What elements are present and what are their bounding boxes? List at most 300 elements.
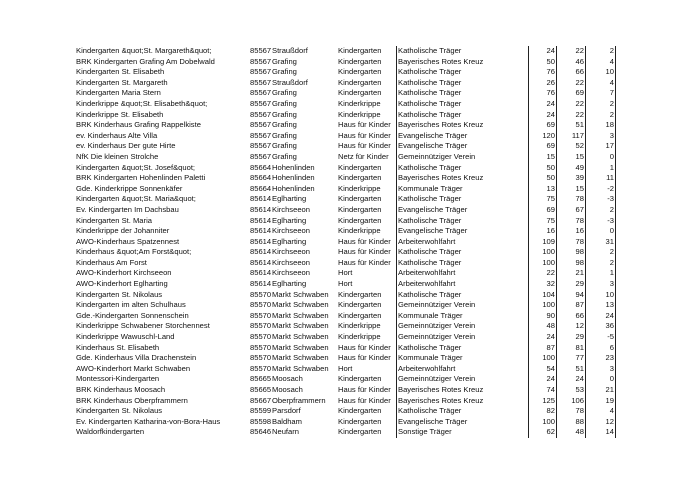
capacity-cell: 15 xyxy=(528,152,555,163)
facility-name-cell: Gde. Kinderhaus Villa Drachenstein xyxy=(76,353,197,363)
difference-cell: 14 xyxy=(585,427,616,438)
difference-cell: 2 xyxy=(585,205,616,216)
table-row xyxy=(76,141,621,152)
occupied-cell: 22 xyxy=(556,78,586,89)
facility-name-cell: BRK Kinderhaus Oberpframmern xyxy=(76,395,188,405)
town-cell: Grafing xyxy=(272,88,297,98)
difference-cell: 13 xyxy=(585,300,616,311)
capacity-cell: 76 xyxy=(528,67,555,78)
provider-cell: Katholische Träger xyxy=(396,110,526,121)
facility-type-cell: Kinderkrippe xyxy=(338,183,381,193)
facility-type-cell: Kindergarten xyxy=(338,77,382,87)
town-cell: Markt Schwaben xyxy=(272,289,329,299)
occupied-cell: 15 xyxy=(556,152,586,163)
postal-code-cell: 85567 xyxy=(250,130,272,140)
postal-code-cell: 85665 xyxy=(250,374,272,384)
occupied-cell: 106 xyxy=(556,396,586,407)
difference-cell: 3 xyxy=(585,131,616,142)
difference-cell: -3 xyxy=(585,194,616,205)
facility-type-cell: Kindergarten xyxy=(338,427,382,437)
provider-cell: Katholische Träger xyxy=(396,163,526,174)
postal-code-cell: 85664 xyxy=(250,162,272,172)
difference-cell: 2 xyxy=(585,110,616,121)
postal-code-cell: 85614 xyxy=(250,279,272,289)
provider-cell: Katholische Träger xyxy=(396,406,526,417)
provider-cell: Arbeiterwohlfahrt xyxy=(396,237,526,248)
postal-code-cell: 85614 xyxy=(250,268,272,278)
facility-type-cell: Kindergarten xyxy=(338,300,382,310)
facility-type-cell: Kinderkrippe xyxy=(338,98,381,108)
difference-cell: 4 xyxy=(585,406,616,417)
provider-cell: Bayerisches Rotes Kreuz xyxy=(396,396,526,407)
occupied-cell: 94 xyxy=(556,290,586,301)
town-cell: Markt Schwaben xyxy=(272,363,329,373)
difference-cell: -2 xyxy=(585,184,616,195)
capacity-cell: 125 xyxy=(528,396,555,407)
difference-cell: 0 xyxy=(585,374,616,385)
facility-name-cell: NfK Die kleinen Strolche xyxy=(76,151,159,161)
facility-name-cell: AWO-Kinderhort Eglharting xyxy=(76,279,168,289)
difference-cell: 1 xyxy=(585,163,616,174)
postal-code-cell: 85614 xyxy=(250,236,272,246)
town-cell: Kirchseeon xyxy=(272,204,310,214)
difference-cell: 2 xyxy=(585,247,616,258)
capacity-cell: 22 xyxy=(528,268,555,279)
facility-type-cell: Hort xyxy=(338,268,353,278)
facility-type-cell: Haus für Kinder xyxy=(338,141,391,151)
provider-cell: Evangelische Träger xyxy=(396,205,526,216)
table-row xyxy=(76,247,621,258)
facility-name-cell: Gde.-Kindergarten Sonnenschein xyxy=(76,310,189,320)
provider-cell: Gemeinnütziger Verein xyxy=(396,300,526,311)
facility-name-cell: Kinderkrippe St. Elisabeth xyxy=(76,109,164,119)
table-row xyxy=(76,406,621,417)
provider-cell: Kommunale Träger xyxy=(396,353,526,364)
facility-name-cell: Kinderkrippe der Johanniter xyxy=(76,226,170,236)
postal-code-cell: 85598 xyxy=(250,416,272,426)
postal-code-cell: 85570 xyxy=(250,353,272,363)
capacity-cell: 48 xyxy=(528,321,555,332)
facility-type-cell: Kinderkrippe xyxy=(338,321,381,331)
facility-type-cell: Kindergarten xyxy=(338,67,382,77)
facility-name-cell: Kindergarten &quot;St. Maria&quot; xyxy=(76,194,196,204)
occupied-cell: 81 xyxy=(556,343,586,354)
postal-code-cell: 85570 xyxy=(250,321,272,331)
table-row xyxy=(76,57,621,68)
town-cell: Moosach xyxy=(272,385,303,394)
facility-name-cell: Kinderhaus St. Elisabeth xyxy=(76,342,160,352)
facility-name-cell: BRK Kinderhaus Grafing Rappelkiste xyxy=(76,120,201,130)
provider-cell: Bayerisches Rotes Kreuz xyxy=(396,120,526,131)
table-row xyxy=(76,300,621,311)
town-cell: Grafing xyxy=(272,56,297,66)
provider-cell: Katholische Träger xyxy=(396,46,526,57)
facility-type-cell: Haus für Kinder xyxy=(338,353,391,363)
capacity-cell: 69 xyxy=(528,205,555,216)
provider-cell: Evangelische Träger xyxy=(396,226,526,237)
postal-code-cell: 85570 xyxy=(250,289,272,299)
facility-name-cell: ev. Kinderhaus Der gute Hirte xyxy=(76,141,176,151)
occupied-cell: 67 xyxy=(556,205,586,216)
postal-code-cell: 85614 xyxy=(250,215,272,225)
capacity-cell: 62 xyxy=(528,427,555,438)
table-row xyxy=(76,290,621,301)
postal-code-cell: 85665 xyxy=(250,385,272,394)
town-cell: Eglharting xyxy=(272,215,307,225)
occupied-cell: 87 xyxy=(556,300,586,311)
table-row xyxy=(76,88,621,99)
facility-type-cell: Kinderkrippe xyxy=(338,109,381,119)
provider-cell: Evangelische Träger xyxy=(396,141,526,152)
facility-name-cell: Kindergarten St. Maria xyxy=(76,215,152,225)
postal-code-cell: 85567 xyxy=(250,109,272,119)
table-row xyxy=(76,396,621,407)
town-cell: Markt Schwaben xyxy=(272,321,329,331)
occupied-cell: 29 xyxy=(556,279,586,290)
table-row xyxy=(76,226,621,237)
town-cell: Neufarn xyxy=(272,427,300,437)
difference-cell: 6 xyxy=(585,343,616,354)
postal-code-cell: 85567 xyxy=(250,151,272,161)
difference-cell: -5 xyxy=(585,332,616,343)
difference-cell: 2 xyxy=(585,46,616,57)
facility-type-cell: Kindergarten xyxy=(338,416,382,426)
difference-cell: 10 xyxy=(585,290,616,301)
postal-code-cell: 85614 xyxy=(250,194,272,204)
facility-name-cell: AWO-Kinderhort Kirchseeon xyxy=(76,268,172,278)
provider-cell: Evangelische Träger xyxy=(396,417,526,428)
facility-type-cell: Kindergarten xyxy=(338,215,382,225)
occupied-cell: 22 xyxy=(556,110,586,121)
facility-name-cell: Ev. Kindergarten Katharina-von-Bora-Haus xyxy=(76,416,221,426)
capacity-cell: 26 xyxy=(528,78,555,89)
postal-code-cell: 85614 xyxy=(250,247,272,257)
difference-cell: 2 xyxy=(585,99,616,110)
occupied-cell: 15 xyxy=(556,184,586,195)
facility-name-cell: Kinderhaus Am Forst xyxy=(76,257,147,267)
town-cell: Kirchseeon xyxy=(272,226,310,236)
difference-cell: 19 xyxy=(585,396,616,407)
difference-cell: 36 xyxy=(585,321,616,332)
table-row xyxy=(76,205,621,216)
table-row xyxy=(76,131,621,142)
postal-code-cell: 85570 xyxy=(250,342,272,352)
postal-code-cell: 85667 xyxy=(250,395,272,405)
difference-cell: 4 xyxy=(585,78,616,89)
provider-cell: Bayerisches Rotes Kreuz xyxy=(396,57,526,68)
occupied-cell: 16 xyxy=(556,226,586,237)
facility-type-cell: Kindergarten xyxy=(338,162,382,172)
table-row xyxy=(76,364,621,375)
postal-code-cell: 85614 xyxy=(250,204,272,214)
occupied-cell: 22 xyxy=(556,46,586,57)
difference-cell: 31 xyxy=(585,237,616,248)
postal-code-cell: 85614 xyxy=(250,226,272,236)
town-cell: Grafing xyxy=(272,151,297,161)
provider-cell: Katholische Träger xyxy=(396,194,526,205)
town-cell: Hohenlinden xyxy=(272,162,315,172)
facility-type-cell: Kindergarten xyxy=(338,289,382,299)
difference-cell: 0 xyxy=(585,152,616,163)
table-row xyxy=(76,173,621,184)
capacity-cell: 100 xyxy=(528,300,555,311)
provider-cell: Katholische Träger xyxy=(396,67,526,78)
provider-cell: Katholische Träger xyxy=(396,88,526,99)
provider-cell: Arbeiterwohlfahrt xyxy=(396,364,526,375)
provider-cell: Katholische Träger xyxy=(396,247,526,258)
occupied-cell: 39 xyxy=(556,173,586,184)
postal-code-cell: 85567 xyxy=(250,141,272,151)
capacity-cell: 24 xyxy=(528,332,555,343)
provider-cell: Bayerisches Rotes Kreuz xyxy=(396,173,526,184)
town-cell: Hohenlinden xyxy=(272,183,315,193)
capacity-cell: 50 xyxy=(528,163,555,174)
capacity-cell: 13 xyxy=(528,184,555,195)
provider-cell: Arbeiterwohlfahrt xyxy=(396,268,526,279)
difference-cell: -3 xyxy=(585,216,616,227)
facility-type-cell: Haus für Kinder xyxy=(338,130,391,140)
table-row xyxy=(76,237,621,248)
occupied-cell: 66 xyxy=(556,311,586,322)
facility-name-cell: BRK Kindergarten Grafing Am Dobelwald xyxy=(76,56,215,66)
postal-code-cell: 85599 xyxy=(250,406,272,416)
capacity-cell: 50 xyxy=(528,57,555,68)
facility-type-cell: Haus für Kinder xyxy=(338,257,391,267)
difference-cell: 1 xyxy=(585,268,616,279)
facility-type-cell: Kindergarten xyxy=(338,204,382,214)
capacity-cell: 75 xyxy=(528,216,555,227)
town-cell: Straußdorf xyxy=(272,46,308,55)
table-row xyxy=(76,194,621,205)
capacity-cell: 24 xyxy=(528,110,555,121)
occupied-cell: 98 xyxy=(556,247,586,258)
town-cell: Eglharting xyxy=(272,279,307,289)
difference-cell: 3 xyxy=(585,279,616,290)
occupied-cell: 29 xyxy=(556,332,586,343)
provider-cell: Gemeinnütziger Verein xyxy=(396,152,526,163)
postal-code-cell: 85664 xyxy=(250,183,272,193)
table-row xyxy=(76,343,621,354)
facility-name-cell: ev. Kinderhaus Alte Villa xyxy=(76,130,158,140)
table-row xyxy=(76,374,621,385)
capacity-cell: 100 xyxy=(528,417,555,428)
capacity-cell: 24 xyxy=(528,46,555,57)
town-cell: Grafing xyxy=(272,130,297,140)
facility-name-cell: AWO-Kinderhort Markt Schwaben xyxy=(76,363,191,373)
table-row xyxy=(76,152,621,163)
capacity-cell: 74 xyxy=(528,385,555,396)
provider-cell: Katholische Träger xyxy=(396,216,526,227)
difference-cell: 18 xyxy=(585,120,616,131)
table-row xyxy=(76,120,621,131)
table-row xyxy=(76,268,621,279)
table-row xyxy=(76,321,621,332)
occupied-cell: 69 xyxy=(556,88,586,99)
capacity-cell: 24 xyxy=(528,374,555,385)
table-row xyxy=(76,46,621,57)
town-cell: Straußdorf xyxy=(272,77,308,87)
facility-type-cell: Kindergarten xyxy=(338,194,382,204)
table-row xyxy=(76,258,621,269)
occupied-cell: 53 xyxy=(556,385,586,396)
occupied-cell: 22 xyxy=(556,99,586,110)
facility-name-cell: Kindergarten &quot;St. Margareth&quot; xyxy=(76,46,212,55)
table-row xyxy=(76,163,621,174)
town-cell: Oberpframmern xyxy=(272,395,326,405)
table-row xyxy=(76,427,621,438)
difference-cell: 23 xyxy=(585,353,616,364)
occupied-cell: 49 xyxy=(556,163,586,174)
facility-name-cell: Kindergarten im alten Schulhaus xyxy=(76,300,186,310)
capacity-cell: 120 xyxy=(528,131,555,142)
occupied-cell: 78 xyxy=(556,237,586,248)
facility-type-cell: Kindergarten xyxy=(338,310,382,320)
difference-cell: 7 xyxy=(585,88,616,99)
provider-cell: Katholische Träger xyxy=(396,99,526,110)
provider-cell: Katholische Träger xyxy=(396,258,526,269)
postal-code-cell: 85567 xyxy=(250,46,272,55)
difference-cell: 0 xyxy=(585,226,616,237)
provider-cell: Bayerisches Rotes Kreuz xyxy=(396,385,526,396)
capacity-cell: 50 xyxy=(528,173,555,184)
postal-code-cell: 85664 xyxy=(250,173,272,183)
town-cell: Kirchseeon xyxy=(272,247,310,257)
facility-type-cell: Haus für Kinder xyxy=(338,120,391,130)
table-row xyxy=(76,279,621,290)
postal-code-cell: 85567 xyxy=(250,120,272,130)
difference-cell: 3 xyxy=(585,364,616,375)
capacity-cell: 16 xyxy=(528,226,555,237)
facility-name-cell: Kindergarten Maria Stern xyxy=(76,88,161,98)
table-row xyxy=(76,184,621,195)
town-cell: Moosach xyxy=(272,374,303,384)
provider-cell: Sonstige Träger xyxy=(396,427,526,438)
postal-code-cell: 85570 xyxy=(250,332,272,342)
occupied-cell: 77 xyxy=(556,353,586,364)
facility-type-cell: Haus für Kinder xyxy=(338,247,391,257)
town-cell: Grafing xyxy=(272,109,297,119)
difference-cell: 21 xyxy=(585,385,616,396)
facility-name-cell: Kinderhaus &quot;Am Forst&quot; xyxy=(76,247,192,257)
town-cell: Grafing xyxy=(272,120,297,130)
occupied-cell: 52 xyxy=(556,141,586,152)
provider-cell: Gemeinnütziger Verein xyxy=(396,332,526,343)
facility-type-cell: Kindergarten xyxy=(338,173,382,183)
occupied-cell: 48 xyxy=(556,427,586,438)
postal-code-cell: 85567 xyxy=(250,67,272,77)
table-row xyxy=(76,417,621,428)
table-row xyxy=(76,385,621,396)
town-cell: Markt Schwaben xyxy=(272,342,329,352)
facility-type-cell: Kindergarten xyxy=(338,56,382,66)
capacity-cell: 104 xyxy=(528,290,555,301)
difference-cell: 12 xyxy=(585,417,616,428)
facility-type-cell: Netz für Kinder xyxy=(338,151,389,161)
facility-type-cell: Hort xyxy=(338,363,353,373)
facility-name-cell: AWO-Kinderhaus Spatzennest xyxy=(76,236,180,246)
town-cell: Kirchseeon xyxy=(272,268,310,278)
facility-name-cell: Kindergarten St. Margareth xyxy=(76,77,168,87)
postal-code-cell: 85567 xyxy=(250,98,272,108)
table-row xyxy=(76,216,621,227)
facility-name-cell: Waldorfkindergarten xyxy=(76,427,145,437)
facility-type-cell: Haus für Kinder xyxy=(338,385,391,394)
town-cell: Grafing xyxy=(272,67,297,77)
facility-type-cell: Kindergarten xyxy=(338,406,382,416)
town-cell: Eglharting xyxy=(272,194,307,204)
occupied-cell: 12 xyxy=(556,321,586,332)
town-cell: Grafing xyxy=(272,98,297,108)
town-cell: Kirchseeon xyxy=(272,257,310,267)
postal-code-cell: 85567 xyxy=(250,88,272,98)
capacity-cell: 69 xyxy=(528,141,555,152)
facility-name-cell: Montessori-Kindergarten xyxy=(76,374,160,384)
difference-cell: 11 xyxy=(585,173,616,184)
capacity-cell: 82 xyxy=(528,406,555,417)
facility-name-cell: Kinderkrippe Schwabener Storchennest xyxy=(76,321,210,331)
capacity-cell: 109 xyxy=(528,237,555,248)
capacity-cell: 100 xyxy=(528,353,555,364)
town-cell: Markt Schwaben xyxy=(272,332,329,342)
facility-type-cell: Hort xyxy=(338,279,353,289)
facility-type-cell: Kinderkrippe xyxy=(338,332,381,342)
table-row xyxy=(76,110,621,121)
town-cell: Eglharting xyxy=(272,236,307,246)
table-row xyxy=(76,99,621,110)
provider-cell: Evangelische Träger xyxy=(396,131,526,142)
facility-name-cell: Kindergarten St. Nikolaus xyxy=(76,289,163,299)
postal-code-cell: 85570 xyxy=(250,363,272,373)
capacity-cell: 24 xyxy=(528,99,555,110)
facility-type-cell: Kindergarten xyxy=(338,374,382,384)
capacity-cell: 69 xyxy=(528,120,555,131)
facility-name-cell: Kindergarten St. Nikolaus xyxy=(76,406,163,416)
difference-cell: 10 xyxy=(585,67,616,78)
town-cell: Parsdorf xyxy=(272,406,301,416)
table-row xyxy=(76,311,621,322)
postal-code-cell: 85570 xyxy=(250,310,272,320)
table-row xyxy=(76,332,621,343)
provider-cell: Arbeiterwohlfahrt xyxy=(396,279,526,290)
table-row xyxy=(76,78,621,89)
facility-type-cell: Haus für Kinder xyxy=(338,342,391,352)
occupied-cell: 78 xyxy=(556,406,586,417)
difference-cell: 4 xyxy=(585,57,616,68)
capacity-cell: 100 xyxy=(528,247,555,258)
difference-cell: 17 xyxy=(585,141,616,152)
town-cell: Baldham xyxy=(272,416,302,426)
provider-cell: Gemeinnütziger Verein xyxy=(396,374,526,385)
occupied-cell: 117 xyxy=(556,131,586,142)
facility-name-cell: Ev. Kindergarten Im Dachsbau xyxy=(76,204,179,214)
difference-cell: 24 xyxy=(585,311,616,322)
occupied-cell: 21 xyxy=(556,268,586,279)
postal-code-cell: 85614 xyxy=(250,257,272,267)
table-row xyxy=(76,353,621,364)
occupied-cell: 78 xyxy=(556,216,586,227)
occupied-cell: 98 xyxy=(556,258,586,269)
capacity-cell: 75 xyxy=(528,194,555,205)
facility-type-cell: Kinderkrippe xyxy=(338,226,381,236)
facility-name-cell: BRK Kinderhaus Moosach xyxy=(76,385,166,394)
occupied-cell: 51 xyxy=(556,364,586,375)
table-row xyxy=(76,67,621,78)
postal-code-cell: 85646 xyxy=(250,427,272,437)
provider-cell: Kommunale Träger xyxy=(396,184,526,195)
postal-code-cell: 85567 xyxy=(250,56,272,66)
occupied-cell: 51 xyxy=(556,120,586,131)
capacity-cell: 32 xyxy=(528,279,555,290)
